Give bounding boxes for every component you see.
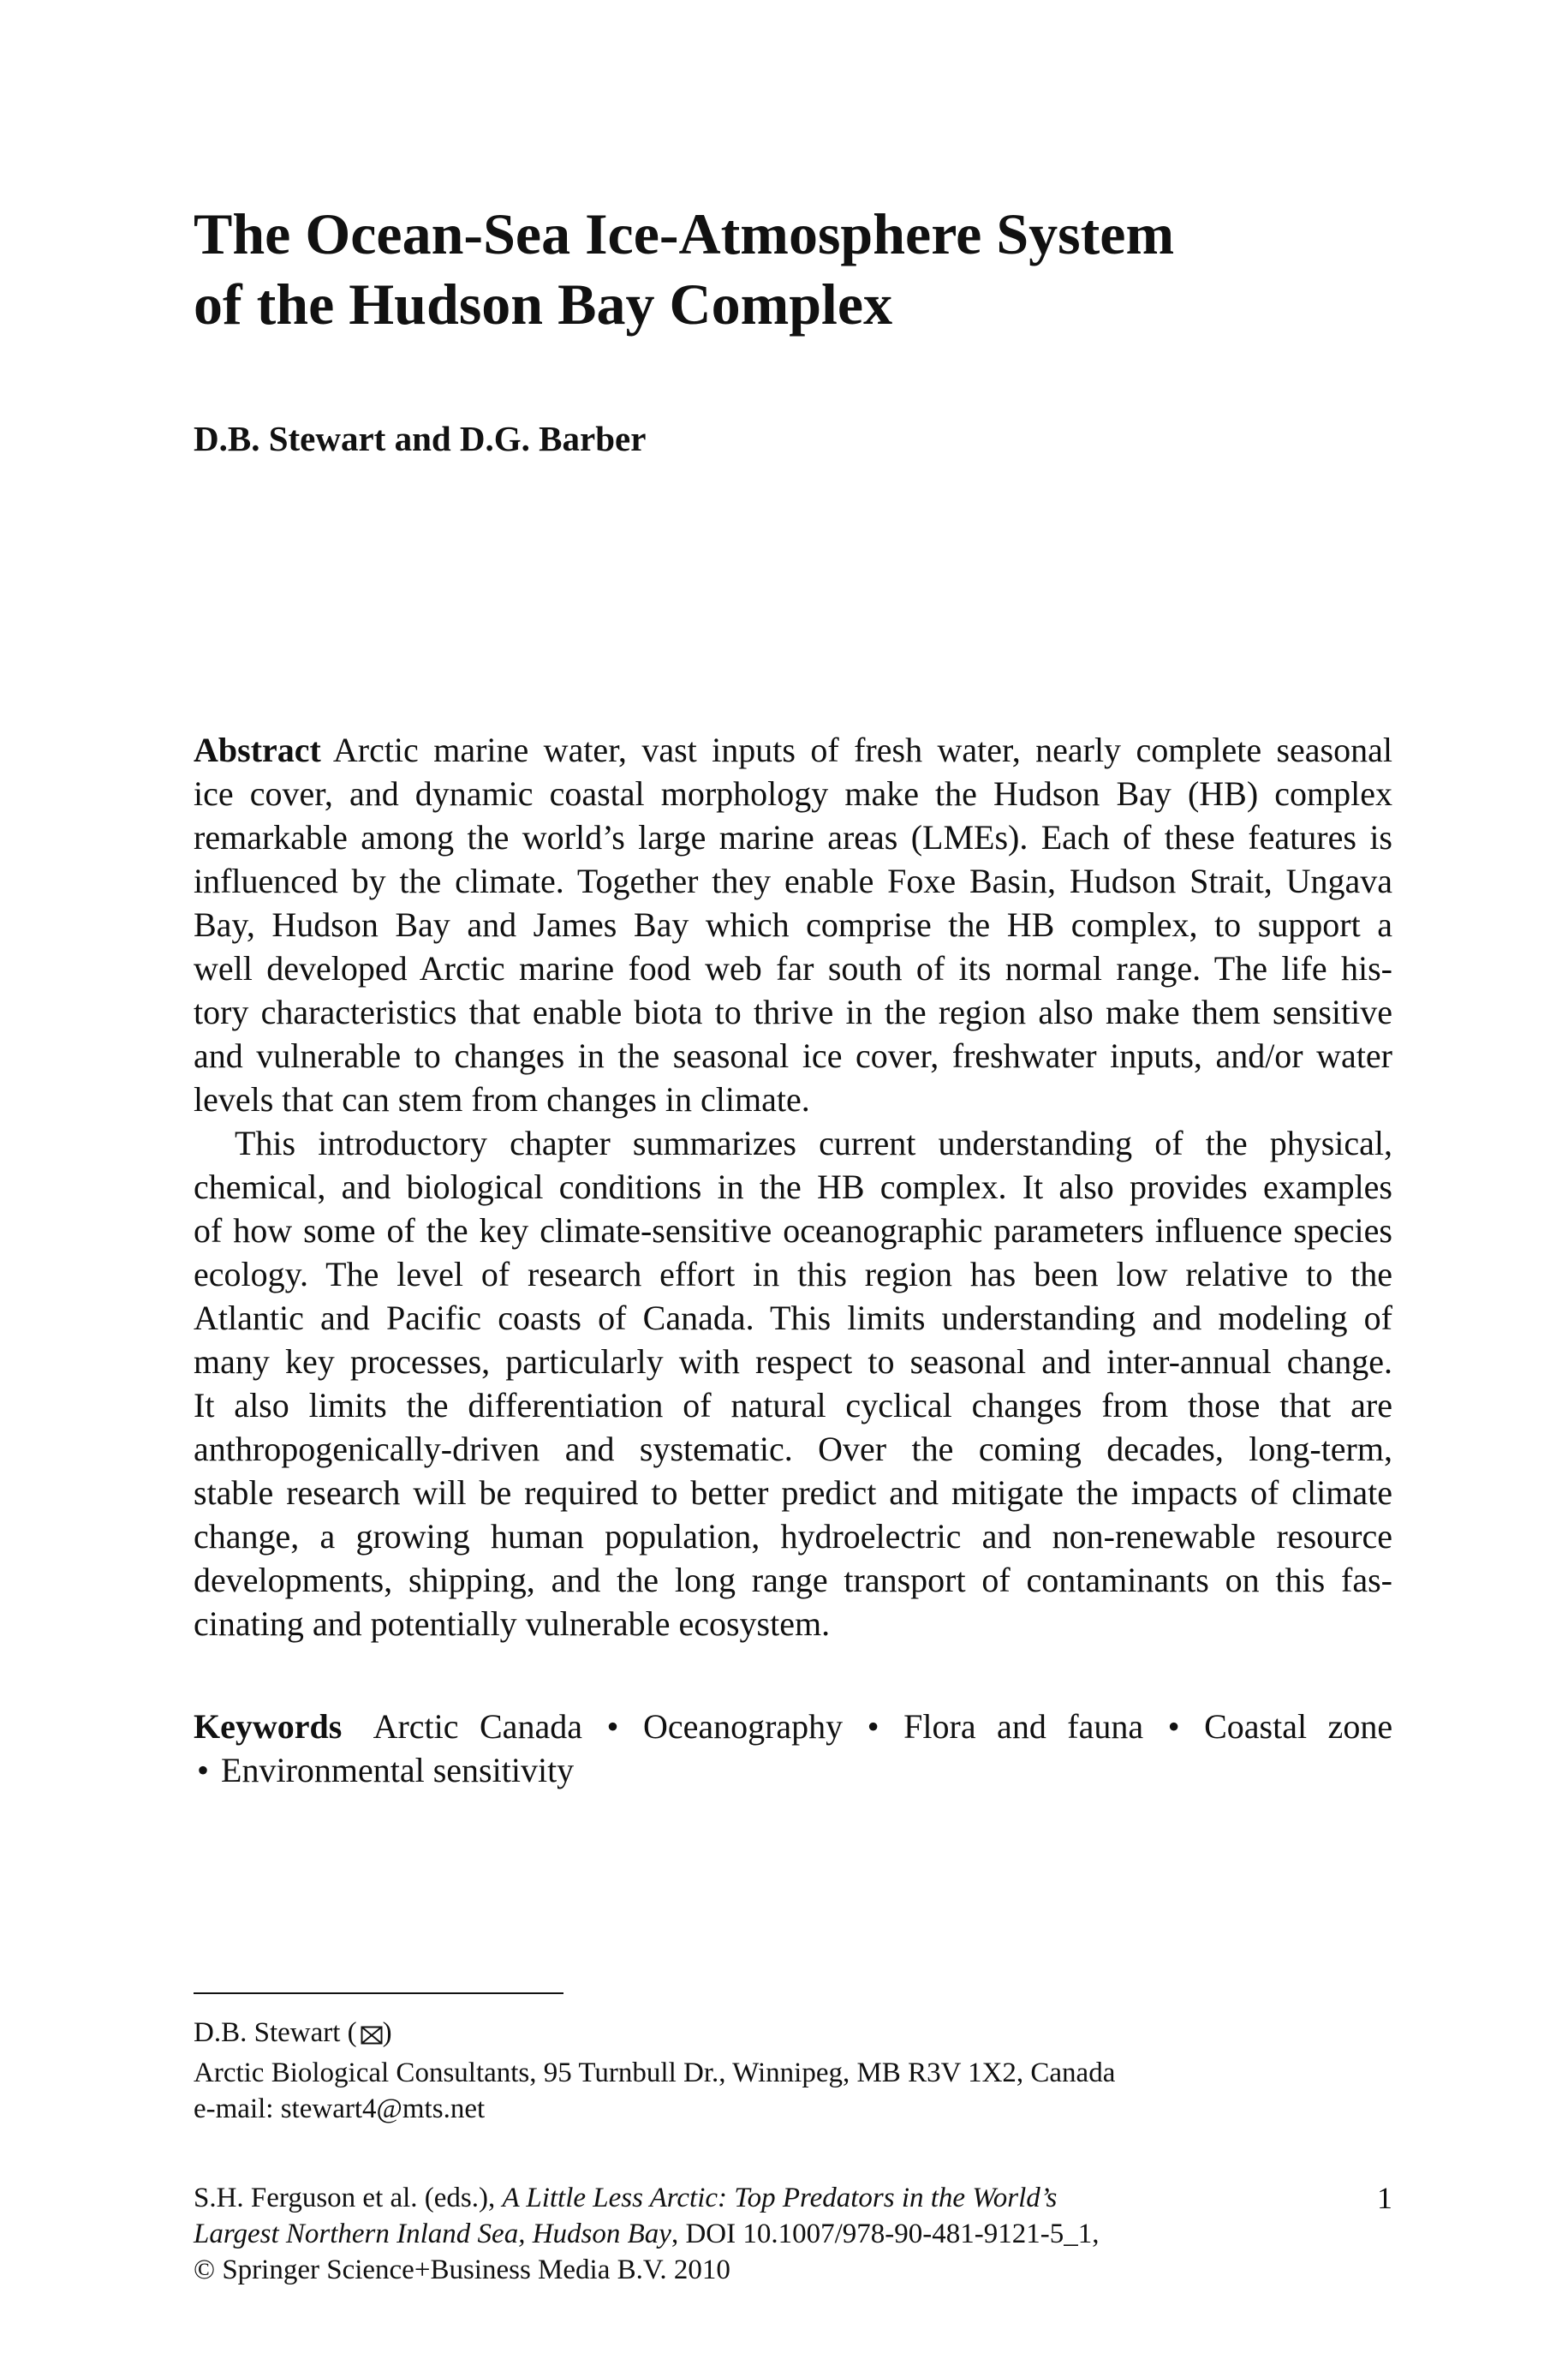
abstract-line: well developed Arctic marine food web far south of its normal range. The life his- <box>194 949 1392 988</box>
chapter-title <box>194 199 1392 339</box>
citation-copyright: © Springer Science+Business Media B.V. 2010 <box>194 2255 730 2285</box>
abstract-line: of how some of the key climate-sensitive oceanographic parameters influence species <box>194 1211 1392 1250</box>
keywords-line <box>194 1705 1392 1748</box>
abstract-line: stable research will be required to better predict and mitigate the impacts of climate <box>194 1473 1392 1512</box>
abstract-line: influenced by the climate. Together they enable Foxe Basin, Hudson Strait, Ungava <box>194 862 1392 900</box>
abstract-paragraph-2 <box>194 1121 1392 1645</box>
keyword: Flora and fauna <box>903 1707 1144 1746</box>
abstract <box>194 728 1392 1645</box>
citation-book-title: A Little Less Arctic: Top Predators in the World’s <box>502 2183 1058 2213</box>
abstract-label: Abstract <box>194 731 321 769</box>
abstract-line: levels that can stem from changes in climate. <box>194 1080 810 1119</box>
abstract-line: Bay, Hudson Bay and James Bay which comprise the HB complex, to support a <box>194 905 1392 944</box>
abstract-line: cinating and potentially vulnerable ecosystem. <box>194 1604 831 1643</box>
book-citation <box>194 2180 1099 2288</box>
abstract-line: ice cover, and dynamic coastal morphology make the Hudson Bay (HB) complex <box>194 774 1392 813</box>
keywords <box>194 1705 1392 1792</box>
abstract-line: developments, shipping, and the long range transport of contaminants on this fas- <box>194 1561 1392 1599</box>
footnote-email[interactable]: e-mail: stewart4@mts.net <box>194 2093 486 2124</box>
footnote-author: D.B. Stewart <box>194 2017 341 2048</box>
abstract-line: many key processes, particularly with respect to seasonal and inter-annual change. <box>194 1342 1392 1381</box>
keywords-label: Keywords <box>194 1707 343 1746</box>
keywords-line <box>194 1748 1392 1792</box>
footnote-divider <box>194 1992 563 1994</box>
keyword: Arctic Canada <box>373 1707 582 1746</box>
chapter-title-line-1: The Ocean-Sea Ice-Atmosphere System <box>194 201 1175 266</box>
chapter-title-line-2: of the Hudson Bay Complex <box>194 272 893 337</box>
citation-line <box>194 2180 1099 2216</box>
footnote-affiliation: Arctic Biological Consultants, 95 Turnbull Dr., Winnipeg, MB R3V 1X2, Canada <box>194 2057 1116 2088</box>
abstract-line: It also limits the differentiation of natural cyclical changes from those that are <box>194 1386 1392 1424</box>
page-number: 1 <box>1377 2181 1392 2215</box>
abstract-line: Atlantic and Pacific coasts of Canada. This limits understanding and modeling of <box>194 1299 1392 1337</box>
abstract-line: tory characteristics that enable biota to thrive in the region also make them sensitive <box>194 993 1392 1031</box>
keyword: Environmental sensitivity <box>221 1751 575 1789</box>
citation-editors: S.H. Ferguson et al. (eds.), <box>194 2183 496 2213</box>
bullet-separator: • <box>197 1751 210 1789</box>
abstract-line: This introductory chapter summarizes current understanding of the physical, <box>235 1124 1392 1162</box>
bullet-separator: • <box>1167 1707 1180 1746</box>
abstract-line: remarkable among the world’s large marine areas (LMEs). Each of these features is <box>194 818 1392 857</box>
authors: D.B. Stewart and D.G. Barber <box>194 419 647 458</box>
abstract-line: chemical, and biological conditions in the HB complex. It also provides examples <box>194 1168 1392 1206</box>
abstract-line: anthropogenically-driven and systematic. Over the coming decades, long-term, <box>194 1430 1392 1468</box>
bullet-separator: • <box>867 1707 879 1746</box>
abstract-line: change, a growing human population, hydroelectric and non-renewable resource <box>194 1517 1392 1556</box>
abstract-line: and vulnerable to changes in the seasonal ice cover, freshwater inputs, and/or water <box>194 1036 1392 1075</box>
abstract-line: Abstract Arctic marine water, vast inputs of fresh water, nearly complete seasonal <box>194 731 1392 769</box>
citation-book-title: Largest Northern Inland Sea, Hudson Bay <box>194 2219 671 2249</box>
bullet-separator: • <box>606 1707 619 1746</box>
author-footnote <box>194 2015 1115 2127</box>
footnote-author-line: D.B. Stewart ( ) <box>194 2015 1115 2055</box>
envelope-icon <box>361 2019 383 2055</box>
abstract-paragraph-1 <box>194 728 1392 1121</box>
keyword: Oceanography <box>642 1707 844 1746</box>
abstract-line: ecology. The level of research effort in this region has been low relative to the <box>194 1255 1392 1293</box>
citation-line <box>194 2216 1099 2252</box>
keyword: Coastal zone <box>1204 1707 1393 1746</box>
citation-doi[interactable]: , DOI 10.1007/978-90-481-9121-5_1, <box>671 2219 1100 2249</box>
